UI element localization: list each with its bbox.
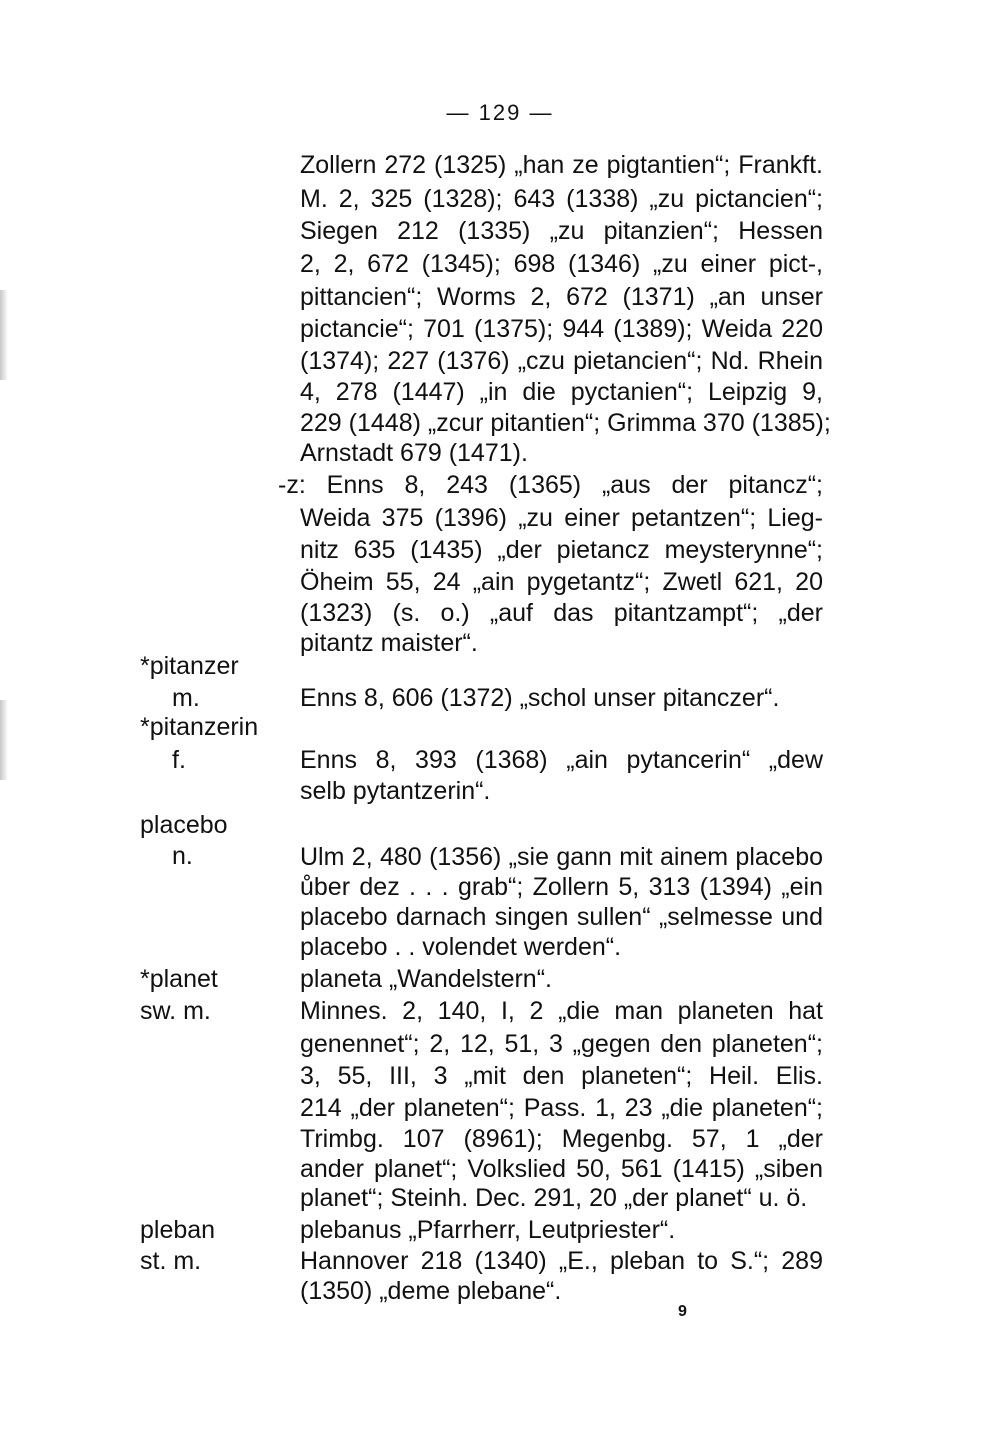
- entry-line: planeta „Wandelstern“.: [300, 965, 552, 993]
- entry-line: M. 2, 325 (1328); 643 (1338) „zu pictancien“;: [300, 185, 823, 213]
- entry-line: ander planet“; Volkslied 50, 561 (1415) „siben: [300, 1155, 823, 1183]
- entry-line: Öheim 55, 24 „ain pygetantz“; Zwetl 621, 20: [300, 568, 823, 596]
- entry-line: 2, 2, 672 (1345); 698 (1346) „zu einer pict-,: [300, 250, 823, 278]
- entry-line: planet“; Steinh. Dec. 291, 20 „der planet“ u. ö.: [300, 1184, 808, 1212]
- entry-line: Hannover 218 (1340) „E., pleban to S.“; 289: [300, 1247, 823, 1275]
- lemma-headword: *planet: [140, 965, 218, 993]
- lemma-grammar: f.: [172, 746, 186, 774]
- printer-signature: 9: [678, 1303, 687, 1320]
- lemma-grammar: sw. m.: [140, 997, 211, 1025]
- entry-line: (1323) (s. o.) „auf das pitantzampt“; „der: [300, 599, 823, 627]
- entry-line: selb pytantzerin“.: [300, 777, 491, 805]
- entry-line: 4, 278 (1447) „in die pyctanien“; Leipzig 9,: [300, 378, 823, 406]
- entry-line: Ulm 2, 480 (1356) „sie gann mit ainem placebo: [300, 843, 823, 871]
- lemma-headword: placebo: [140, 811, 228, 839]
- entry-line: Enns 8, 606 (1372) „schol unser pitanczer“.: [300, 684, 780, 712]
- scan-edge-shadow: [0, 700, 8, 780]
- page-number: — 129 —: [446, 100, 554, 125]
- entry-line: pitantz maister“.: [300, 629, 478, 657]
- entry-line: placebo darnach singen sullen“ „selmesse und: [300, 903, 823, 931]
- entry-line: -z: Enns 8, 243 (1365) „aus der pitancz“;: [278, 471, 823, 499]
- entry-line: (1350) „deme plebane“.: [300, 1277, 562, 1305]
- entry-line: Siegen 212 (1335) „zu pitanzien“; Hessen: [300, 217, 823, 245]
- scan-edge-shadow: [0, 290, 8, 380]
- lemma-headword: *pitanzer: [140, 652, 239, 680]
- entry-line: plebanus „Pfarrherr, Leutpriester“.: [300, 1216, 676, 1244]
- entry-line: Enns 8, 393 (1368) „ain pytancerin“ „dew: [300, 746, 823, 774]
- entry-line: ůber dez . . . grab“; Zollern 5, 313 (1394) „ein: [300, 873, 823, 901]
- lemma-headword: *pitanzerin: [140, 713, 259, 741]
- entry-line: Zollern 272 (1325) „han ze pigtantien“; Frankft.: [300, 151, 823, 179]
- entry-line: 3, 55, III, 3 „mit den planeten“; Heil. Elis.: [300, 1062, 823, 1090]
- lemma-grammar: st. m.: [140, 1247, 202, 1275]
- lemma-grammar: n.: [172, 842, 193, 870]
- entry-line: placebo . . volendet werden“.: [300, 933, 622, 961]
- entry-line: genennet“; 2, 12, 51, 3 „gegen den planeten“;: [300, 1030, 823, 1058]
- entry-line: (1374); 227 (1376) „czu pietancien“; Nd. Rhein: [300, 347, 823, 375]
- entry-line: Minnes. 2, 140, I, 2 „die man planeten hat: [300, 997, 823, 1025]
- entry-line: pictancie“; 701 (1375); 944 (1389); Weida 220: [300, 315, 823, 343]
- lemma-grammar: m.: [172, 684, 200, 712]
- entry-line: Weida 375 (1396) „zu einer petantzen“; Lieg-: [300, 504, 823, 532]
- lemma-headword: pleban: [140, 1216, 216, 1244]
- entry-line: Trimbg. 107 (8961); Megenbg. 57, 1 „der: [300, 1125, 823, 1153]
- entry-line: 229 (1448) „zcur pitantien“; Grimma 370 (1385);: [300, 409, 831, 437]
- entry-line: nitz 635 (1435) „der pietancz meysterynne“;: [300, 536, 823, 564]
- entry-line: 214 „der planeten“; Pass. 1, 23 „die planeten“;: [300, 1094, 823, 1122]
- entry-line: pittancien“; Worms 2, 672 (1371) „an unser: [300, 283, 823, 311]
- entry-line: Arnstadt 679 (1471).: [300, 439, 528, 467]
